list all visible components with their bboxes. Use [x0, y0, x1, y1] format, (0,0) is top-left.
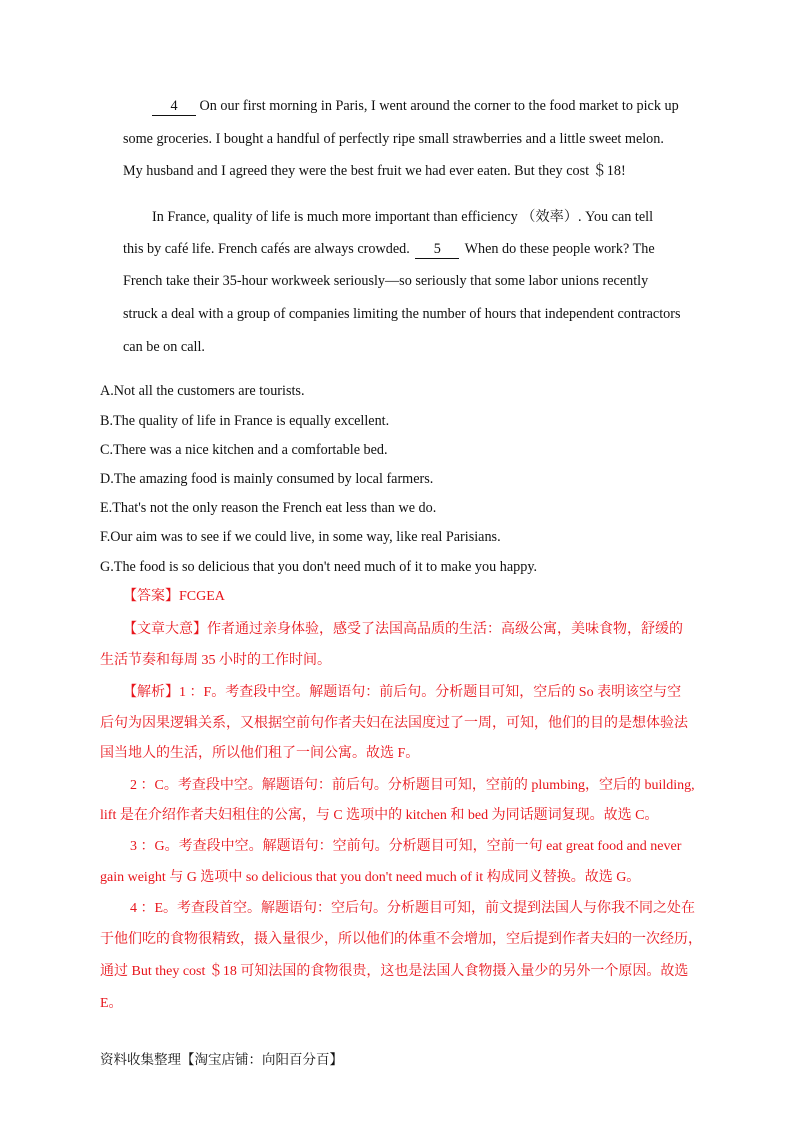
option-g: G.The food is so delicious that you don't need much of it to make you happy.: [100, 559, 538, 575]
passage-p1-line3: My husband and I agreed they were the best fruit we had ever eaten. But they cost ＄18!: [123, 163, 626, 179]
blank-4: 4: [152, 98, 196, 116]
passage-p2-line5: can be on call.: [123, 339, 205, 355]
passage-p2-line2: [123, 239, 655, 259]
passage-p1-line1: [152, 96, 679, 116]
page-footer: 资料收集整理【淘宝店铺：向阳百分百】: [100, 1052, 343, 1068]
analysis-4-line1: 4 ：E。考查段首空。解题语句：空后句。分析题目可知，前文提到法国人与你我不同之处在: [130, 901, 696, 916]
analysis-3-line1: 3 ：G。考查段中空。解题语句：空前句。分析题目可知，空前一句 eat great food and never: [130, 839, 682, 854]
analysis-4-line2: 于他们吃的食物很精致，摄入量很少，所以他们的体重不会增加，空后提到作者夫妇的一次经历，: [100, 932, 702, 947]
summary-line1: 【文章大意】作者通过亲身体验，感受了法国高品质的生活：高级公寓，美味食物，舒缓的: [123, 622, 683, 637]
analysis-2-line1: 2 ：C。考查段中空。解题语句：前后句。分析题目可知，空前的 plumbing，空后的 building,: [130, 778, 695, 793]
analysis-1-line1: 【解析】1 ：F。考查段中空。解题语句：前后句。分析题目可知，空后的 So 表明该空与空: [123, 685, 682, 700]
passage-p2-line3: French take their 35-hour workweek seriously—so seriously that some labor unions recently: [123, 273, 649, 289]
passage-p2-line4: struck a deal with a group of companies limiting the number of hours that independent contractors: [123, 306, 681, 322]
analysis-2-line2: lift 是在介绍作者夫妇租住的公寓，与 C 选项中的 kitchen 和 bed 为同话题词复现。故选 C。: [100, 808, 659, 823]
analysis-4-line3: 通过 But they cost ＄18 可知法国的食物很贵，这也是法国人食物摄入量少的另外一个原因。故选: [100, 964, 689, 979]
option-c: C.There was a nice kitchen and a comfortable bed.: [100, 442, 388, 458]
option-a: A.Not all the customers are tourists.: [100, 383, 305, 399]
passage-text: this by café life. French cafés are always crowded.: [123, 241, 410, 257]
option-e: E.That's not the only reason the French eat less than we do.: [100, 500, 437, 516]
summary-line2: 生活节奏和每周 35 小时的工作时间。: [100, 653, 331, 668]
blank-5: 5: [415, 241, 459, 259]
analysis-1-line3: 国当地人的生活，所以他们租了一间公寓。故选 F。: [100, 746, 420, 761]
analysis-3-line2: gain weight 与 G 选项中 so delicious that you don't need much of it 构成同义替换。故选 G。: [100, 870, 641, 885]
analysis-1-line2: 后句为因果逻辑关系，又根据空前句作者夫妇在法国度过了一周，可知，他们的目的是想体验法: [100, 716, 688, 731]
option-b: B.The quality of life in France is equally excellent.: [100, 413, 390, 429]
passage-text: When do these people work? The: [464, 241, 655, 257]
passage-p2-line1: In France, quality of life is much more important than efficiency （效率）. You can tell: [152, 209, 654, 225]
passage-p1-line2: some groceries. I bought a handful of perfectly ripe small strawberries and a little sweet melon.: [123, 131, 664, 147]
option-f: F.Our aim was to see if we could live, in some way, like real Parisians.: [100, 529, 501, 545]
analysis-4-line4: E。: [100, 996, 123, 1011]
passage-text: On our first morning in Paris, I went around the corner to the food market to pick up: [199, 98, 679, 114]
option-d: D.The amazing food is mainly consumed by local farmers.: [100, 471, 434, 487]
answer-key: 【答案】FCGEA: [123, 589, 225, 604]
